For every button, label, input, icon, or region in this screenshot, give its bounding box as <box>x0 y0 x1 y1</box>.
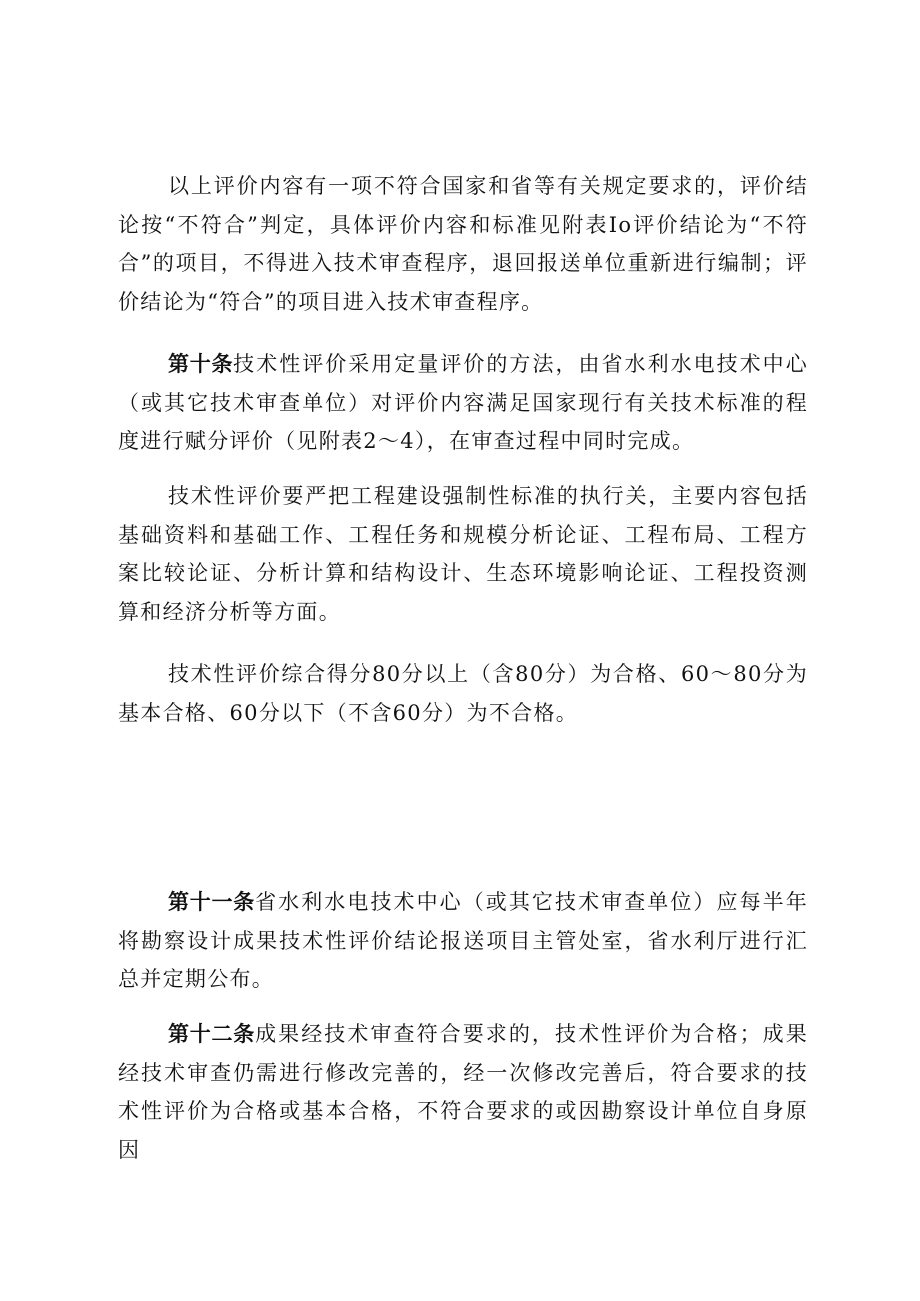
paragraph-score-thresholds <box>118 655 808 732</box>
paragraph-text: 技术性评价要严把工程建设强制性标准的执行关，主要内容包括基础资料和基础工作、工程任务和规模分析论证、工程布局、工程方案比较论证、分析计算和结构设计、生态环境影响论证、工程投资测算和经济分析等方面。 <box>118 484 808 624</box>
article-10-label: 第十条 <box>168 352 234 376</box>
article-11-paragraph <box>118 883 808 999</box>
paragraph-evaluation-conclusion <box>118 167 808 321</box>
paragraph-text: 技术性评价综合得分80分以上（含80分）为合格、60～80分为基本合格、60分以下（不含60分）为不合格。 <box>118 662 808 725</box>
article-12-label: 第十二条 <box>168 1022 256 1046</box>
paragraph-text: 省水利水电技术中心（或其它技术审查单位）应每半年将勘察设计成果技术性评价结论报送项目主管处室，省水利厅进行汇总并定期公布。 <box>118 890 809 991</box>
paragraph-text: 技术性评价采用定量评价的方法，由省水利水电技术中心（或其它技术审查单位）对评价内容满足国家现行有关技术标准的程度进行赋分评价（见附表2～4），在审查过程中同时完成。 <box>118 352 809 453</box>
paragraph-text: 以上评价内容有一项不符合国家和省等有关规定要求的，评价结论按“不符合”判定，具体评价内容和标准见附表Io评价结论为“不符合”的项目，不得进入技术审查程序，退回报送单位重新进行编制；评价结论为“符合”的项目进入技术审查程序。 <box>118 174 808 314</box>
paragraph-text: 成果经技术审查符合要求的，技术性评价为合格；成果经技术审查仍需进行修改完善的，经一次修改完善后，符合要求的技术性评价为合格或基本合格，不符合要求的或因勘察设计单位自身原因 <box>118 1022 809 1162</box>
article-11-label: 第十一条 <box>168 890 256 914</box>
article-10-paragraph <box>118 345 808 461</box>
paragraph-technical-evaluation-scope <box>118 477 808 631</box>
article-12-paragraph <box>118 1015 808 1169</box>
